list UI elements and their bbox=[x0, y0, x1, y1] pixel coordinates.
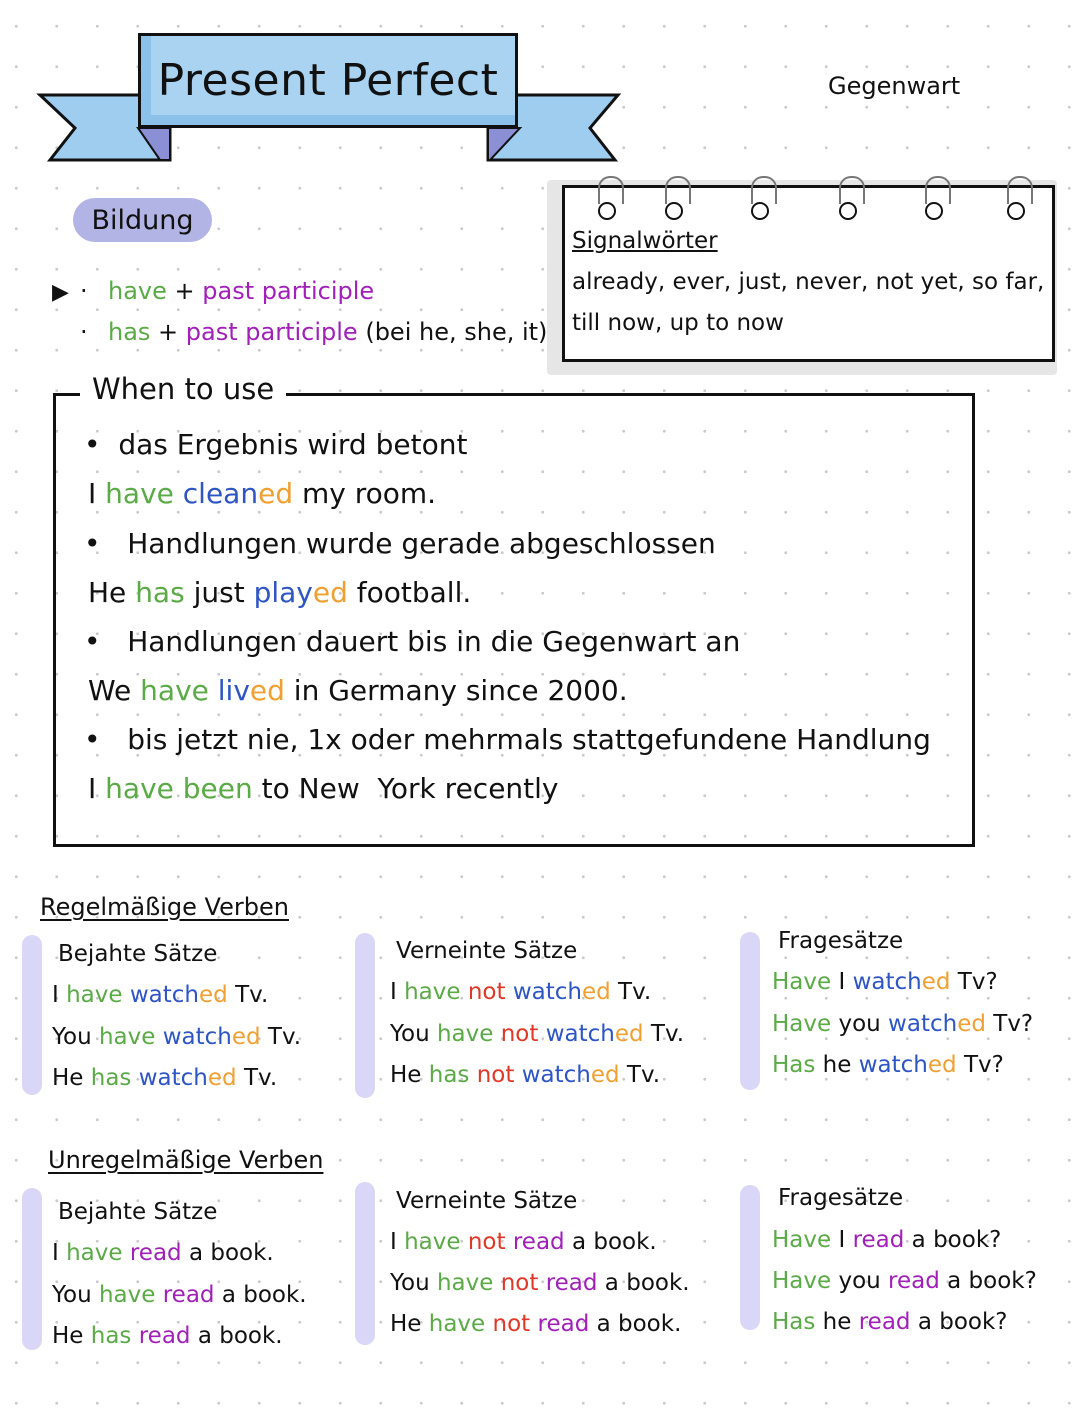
text-segment: I bbox=[88, 477, 106, 510]
signal-line: till now, up to now bbox=[572, 310, 784, 336]
text-segment: ed bbox=[199, 982, 228, 1008]
bildung-label: Bildung bbox=[73, 198, 212, 242]
text-segment: Has bbox=[772, 1052, 816, 1078]
column-heading: Verneinte Sätze bbox=[396, 1188, 578, 1214]
text-segment: football. bbox=[347, 576, 472, 609]
text-segment: watch bbox=[505, 979, 582, 1005]
text-segment: • Handlungen dauert bis in die Gegenwart an bbox=[84, 625, 741, 658]
ring-hook-icon bbox=[1007, 176, 1033, 204]
text-segment: you bbox=[831, 1268, 889, 1294]
example-sentence bbox=[390, 979, 651, 1005]
example-sentence bbox=[772, 969, 998, 995]
text-segment: have bbox=[108, 277, 167, 305]
text-segment: ed bbox=[927, 1052, 957, 1078]
text-segment: a book. bbox=[589, 1311, 682, 1337]
text-segment: he bbox=[815, 1309, 859, 1335]
example-sentence bbox=[390, 1311, 681, 1337]
text-segment: liv bbox=[208, 674, 250, 707]
text-segment: not bbox=[493, 1021, 539, 1047]
text-segment: read bbox=[505, 1229, 565, 1255]
text-segment: have been bbox=[105, 772, 253, 805]
text-segment: has bbox=[90, 1065, 132, 1091]
ring-hook-icon bbox=[839, 176, 865, 204]
text-segment: not bbox=[460, 1229, 506, 1255]
arrow-right-icon: ▶ bbox=[52, 280, 69, 305]
binder-ring-icon bbox=[925, 202, 943, 220]
text-segment: watch bbox=[131, 1065, 208, 1091]
text-segment: watch bbox=[888, 1011, 958, 1037]
text-segment: read bbox=[155, 1282, 215, 1308]
text-segment: I bbox=[52, 982, 67, 1008]
text-segment: Tv? bbox=[956, 1052, 1004, 1078]
example-sentence bbox=[772, 1268, 1037, 1294]
text-segment: watch bbox=[852, 969, 922, 995]
signal-heading: Signalwörter bbox=[572, 228, 718, 254]
text-segment: not bbox=[460, 979, 506, 1005]
column-heading: Verneinte Sätze bbox=[396, 938, 578, 964]
section-title: Unregelmäßige Verben bbox=[48, 1146, 324, 1174]
example-sentence bbox=[52, 982, 268, 1008]
text-segment: a book? bbox=[910, 1309, 1008, 1335]
text-segment: has bbox=[135, 576, 185, 609]
bildung-line bbox=[108, 277, 374, 305]
text-segment: ed bbox=[921, 969, 951, 995]
text-segment: past participle bbox=[202, 277, 375, 305]
text-segment: has bbox=[108, 318, 151, 346]
column-accent-bar bbox=[22, 935, 42, 1095]
text-segment: watch bbox=[514, 1062, 591, 1088]
text-segment: I bbox=[88, 772, 106, 805]
text-segment: Have bbox=[772, 969, 832, 995]
example-sentence bbox=[390, 1062, 660, 1088]
text-segment: ed bbox=[207, 1065, 237, 1091]
section-title: Regelmäßige Verben bbox=[40, 893, 289, 921]
example-sentence bbox=[390, 1270, 690, 1296]
text-segment: He bbox=[52, 1065, 91, 1091]
text-segment: + bbox=[166, 277, 203, 305]
column-heading: Bejahte Sätze bbox=[58, 1199, 218, 1225]
text-segment: have bbox=[404, 979, 461, 1005]
example-sentence bbox=[772, 1052, 1004, 1078]
example-sentence bbox=[52, 1323, 283, 1349]
text-segment: a book. bbox=[564, 1229, 657, 1255]
text-segment: Tv. bbox=[610, 979, 652, 1005]
text-segment: Tv. bbox=[227, 982, 269, 1008]
text-segment: (bei he, she, it) bbox=[357, 318, 548, 346]
text-segment: have bbox=[66, 982, 123, 1008]
text-segment: Have bbox=[772, 1227, 832, 1253]
column-heading: Fragesätze bbox=[778, 1185, 904, 1211]
text-segment: a book? bbox=[904, 1227, 1002, 1253]
text-segment: • Handlungen wurde gerade abgeschlossen bbox=[84, 527, 716, 560]
column-heading: Bejahte Sätze bbox=[58, 941, 218, 967]
text-segment: I bbox=[390, 979, 405, 1005]
example-sentence bbox=[772, 1309, 1008, 1335]
text-segment: He bbox=[390, 1311, 429, 1337]
text-segment: in Germany since 2000. bbox=[284, 674, 628, 707]
text-segment: ed bbox=[231, 1024, 261, 1050]
binder-ring-icon bbox=[1007, 202, 1025, 220]
ring-hook-icon bbox=[665, 176, 691, 204]
example-sentence bbox=[52, 1024, 301, 1050]
text-segment: past participle bbox=[185, 318, 358, 346]
text-segment: I bbox=[390, 1229, 405, 1255]
text-segment: not bbox=[485, 1311, 531, 1337]
text-segment: have bbox=[140, 674, 209, 707]
text-segment: read bbox=[122, 1240, 182, 1266]
text-segment: a book. bbox=[181, 1240, 274, 1266]
text-segment: Tv. bbox=[643, 1021, 685, 1047]
text-segment: not bbox=[469, 1062, 515, 1088]
text-segment: have bbox=[436, 1021, 494, 1047]
text-segment: • bis jetzt nie, 1x oder mehrmals stattgefundene Handlung bbox=[84, 723, 931, 756]
ring-hook-icon bbox=[598, 176, 624, 204]
text-segment: He bbox=[52, 1323, 91, 1349]
text-segment: have bbox=[404, 1229, 461, 1255]
text-segment: have bbox=[105, 477, 174, 510]
text-segment: • das Ergebnis wird betont bbox=[84, 428, 468, 461]
text-segment: you bbox=[831, 1011, 889, 1037]
page-title: Present Perfect bbox=[138, 33, 518, 128]
text-segment: ed bbox=[590, 1062, 620, 1088]
when-to-use-title: When to use bbox=[80, 372, 286, 406]
text-segment: a book. bbox=[190, 1323, 283, 1349]
text-segment: just bbox=[184, 576, 254, 609]
text-segment: He bbox=[88, 576, 136, 609]
text-segment: read bbox=[538, 1270, 598, 1296]
text-segment: Have bbox=[772, 1011, 832, 1037]
ring-hook-icon bbox=[751, 176, 777, 204]
example-sentence bbox=[52, 1065, 277, 1091]
example-sentence bbox=[88, 477, 436, 510]
text-segment: read bbox=[858, 1309, 911, 1335]
example-sentence bbox=[88, 576, 471, 609]
bildung-line bbox=[108, 318, 547, 346]
text-segment: to New York recently bbox=[252, 772, 559, 805]
example-sentence bbox=[772, 1011, 1033, 1037]
example-sentence bbox=[390, 1229, 657, 1255]
usage-rule bbox=[84, 527, 716, 560]
column-accent-bar bbox=[740, 932, 760, 1090]
example-sentence bbox=[52, 1240, 274, 1266]
subtitle: Gegenwart bbox=[828, 72, 961, 100]
text-segment: watch bbox=[122, 982, 200, 1008]
text-segment: Tv? bbox=[985, 1011, 1034, 1037]
text-segment: a book? bbox=[939, 1268, 1037, 1294]
text-segment: Tv. bbox=[619, 1062, 661, 1088]
text-segment: ed bbox=[614, 1021, 644, 1047]
text-segment: We bbox=[88, 674, 141, 707]
example-sentence bbox=[88, 674, 628, 707]
text-segment: read bbox=[852, 1227, 905, 1253]
example-sentence bbox=[772, 1227, 1001, 1253]
text-segment: I bbox=[831, 969, 853, 995]
usage-rule bbox=[84, 428, 467, 461]
text-segment: a book. bbox=[597, 1270, 690, 1296]
text-segment: ed bbox=[249, 674, 285, 707]
example-sentence bbox=[88, 772, 559, 805]
text-segment: ed bbox=[582, 979, 611, 1005]
text-segment: has bbox=[428, 1062, 470, 1088]
text-segment: He bbox=[390, 1062, 429, 1088]
text-segment: Tv. bbox=[260, 1024, 302, 1050]
text-segment: Has bbox=[772, 1309, 816, 1335]
binder-ring-icon bbox=[839, 202, 857, 220]
text-segment: You bbox=[52, 1282, 99, 1308]
binder-ring-icon bbox=[598, 202, 616, 220]
text-segment: Tv. bbox=[236, 1065, 278, 1091]
text-segment: I bbox=[831, 1227, 853, 1253]
binder-ring-icon bbox=[751, 202, 769, 220]
text-segment: You bbox=[52, 1024, 99, 1050]
text-segment: my room. bbox=[293, 477, 437, 510]
text-segment: read bbox=[888, 1268, 940, 1294]
text-segment: read bbox=[530, 1311, 590, 1337]
text-segment: ed bbox=[258, 477, 294, 510]
text-segment: watch bbox=[858, 1052, 928, 1078]
text-segment: not bbox=[493, 1270, 539, 1296]
text-segment: have bbox=[428, 1311, 486, 1337]
text-segment: have bbox=[66, 1240, 123, 1266]
text-segment: You bbox=[390, 1021, 437, 1047]
signal-card bbox=[562, 185, 1055, 362]
text-segment: have bbox=[98, 1024, 156, 1050]
text-segment: + bbox=[150, 318, 186, 346]
text-segment: clean bbox=[173, 477, 259, 510]
text-segment: ed bbox=[312, 576, 348, 609]
text-segment: have bbox=[98, 1282, 156, 1308]
text-segment: read bbox=[131, 1323, 191, 1349]
text-segment: play bbox=[253, 576, 313, 609]
text-segment: watch bbox=[538, 1021, 615, 1047]
usage-rule bbox=[84, 723, 931, 756]
text-segment: You bbox=[390, 1270, 437, 1296]
text-segment: ed bbox=[957, 1011, 986, 1037]
text-segment: have bbox=[436, 1270, 494, 1296]
column-accent-bar bbox=[355, 933, 375, 1098]
column-accent-bar bbox=[22, 1188, 42, 1350]
column-accent-bar bbox=[355, 1182, 375, 1345]
binder-ring-icon bbox=[665, 202, 683, 220]
text-segment: has bbox=[90, 1323, 132, 1349]
example-sentence bbox=[52, 1282, 307, 1308]
text-segment: watch bbox=[155, 1024, 232, 1050]
usage-rule bbox=[84, 625, 740, 658]
signal-line: already, ever, just, never, not yet, so far, bbox=[572, 269, 1045, 295]
column-accent-bar bbox=[740, 1185, 760, 1330]
text-segment: a book. bbox=[214, 1282, 307, 1308]
text-segment: he bbox=[815, 1052, 859, 1078]
column-heading: Fragesätze bbox=[778, 928, 904, 954]
example-sentence bbox=[390, 1021, 684, 1047]
text-segment: Tv? bbox=[950, 969, 998, 995]
text-segment: I bbox=[52, 1240, 67, 1266]
ring-hook-icon bbox=[925, 176, 951, 204]
text-segment: Have bbox=[772, 1268, 832, 1294]
